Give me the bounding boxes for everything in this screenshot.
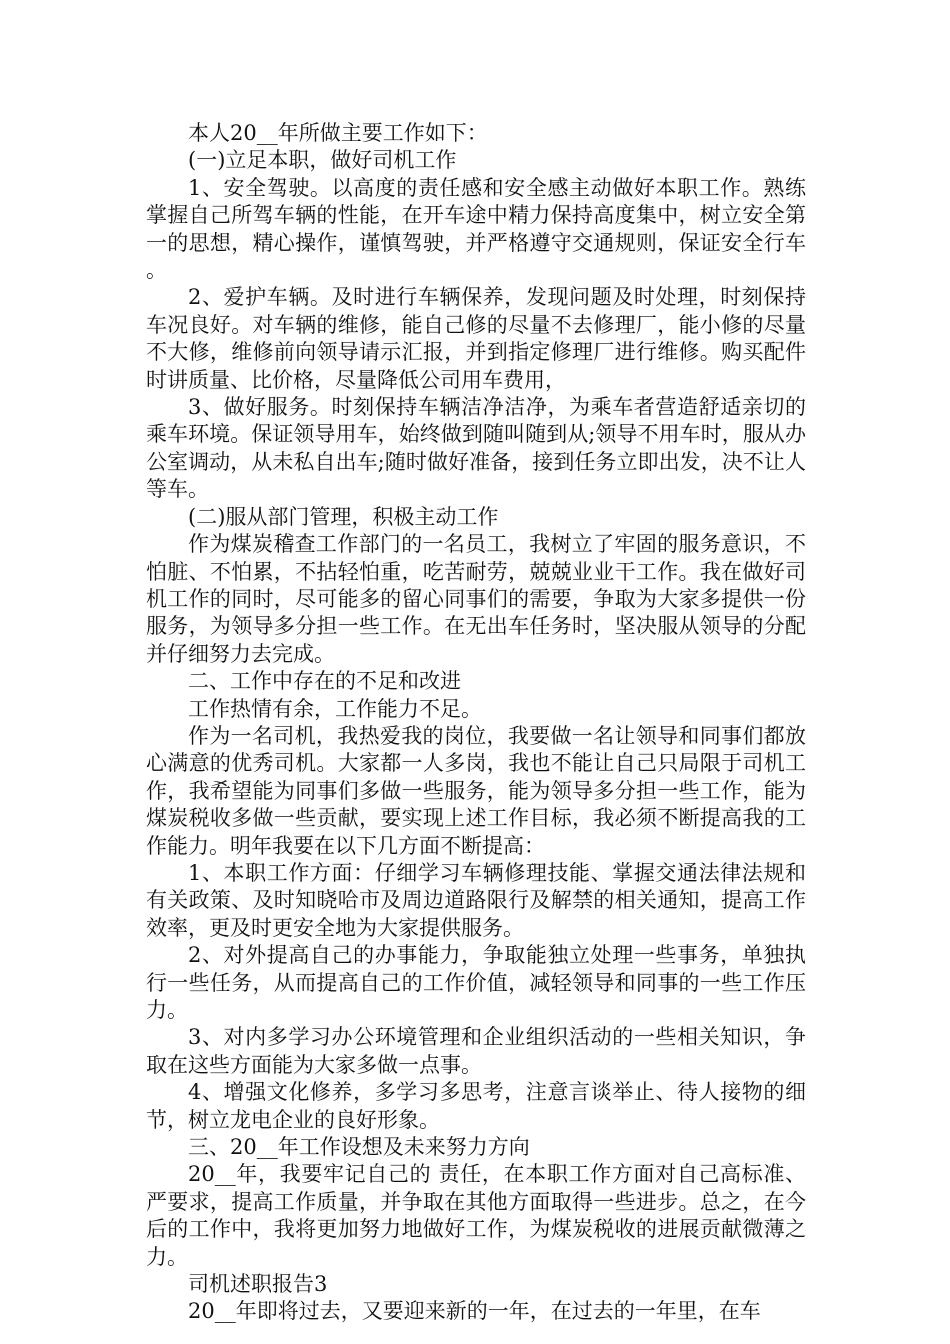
paragraph-service: 3、做好服务。时刻保持车辆洁净洁净，为乘车者营造舒适亲切的乘车环境。保证领导用车，始终做到随叫随到从;领导不用车时，服从办公室调动，从未私自出车;随时做好准备，接到任务立即出发，决不让人等车。 [146, 395, 806, 502]
section-heading-4: 三、20__年工作设想及未来努力方向 [188, 1135, 530, 1160]
document-body [146, 120, 806, 1326]
paragraph-item-4: 4、增强文化修养，多学习多思考，注意言谈举止、待人接物的细节，树立龙电企业的良好形象。 [146, 1080, 806, 1132]
paragraph-vehicle-care: 2、爱护车辆。及时进行车辆保养，发现问题及时处理，时刻保持车况良好。对车辆的维修，能自己修的尽量不去修理厂，能小修的尽量不大修，维修前向领导请示汇报，并到指定修理厂进行维修。购买配件时讲质量、比价格，尽量降低公司用车费用， [146, 285, 806, 392]
paragraph-summary-line: 工作热情有余，工作能力不足。 [188, 696, 482, 721]
paragraph-as-driver: 作为一名司机，我热爱我的岗位，我要做一名让领导和同事们都放心满意的优秀司机。大家都一人多岗，我也不能让自己只局限于司机工作，我希望能为同事们多做一些服务，能为领导多分担一些工作，能为煤炭税收多做一些贡献，要实现上述工作目标，我必须不断提高我的工作能力。明年我要在以下几方面不断提高： [146, 723, 806, 858]
section-heading-1: (一)立足本职，做好司机工作 [188, 148, 457, 173]
paragraph-department: 作为煤炭稽查工作部门的一名员工，我树立了牢固的服务意识，不怕脏、不怕累，不拈轻怕重，吃苦耐劳，兢兢业业干工作。我在做好司机工作的同时，尽可能多的留心同事们的需要，争取为大家多提供一份服务，为领导多分担一些工作。在无出车任务时，坚决服从领导的分配并仔细努力去完成。 [146, 532, 806, 666]
paragraph-future: 20__年，我要牢记自己的 责任，在本职工作方面对自己高标准、严要求，提高工作质量，并争取在其他方面取得一些进步。总之，在今后的工作中，我将更加努力地做好工作，为煤炭税收的进展贡献微薄之力。 [146, 1162, 806, 1269]
report-title-3: 司机述职报告3 [188, 1272, 328, 1297]
intro-line: 本人20__年所做主要工作如下： [188, 121, 488, 145]
section-heading-3: 二、工作中存在的不足和改进 [188, 669, 461, 694]
paragraph-item-3: 3、对内多学习办公环境管理和企业组织活动的一些相关知识，争取在这些方面能为大家多做一点事。 [146, 1025, 806, 1077]
paragraph-item-2: 2、对外提高自己的办事能力，争取能独立处理一些事务，单独执行一些任务，从而提高自己的工作价值，减轻领导和同事的一些工作压力。 [146, 943, 806, 1022]
section-heading-2: (二)服从部门管理，积极主动工作 [188, 504, 499, 529]
paragraph-report-3-start: 20__年即将过去，又要迎来新的一年，在过去的一年里，在车 [188, 1299, 761, 1324]
paragraph-safe-driving: 1、安全驾驶。以高度的责任感和安全感主动做好本职工作。熟练掌握自己所驾车辆的性能，在开车途中精力保持高度集中，树立安全第一的思想，精心操作，谨慎驾驶，并严格遵守交通规则，保证安全行车。 [146, 175, 806, 283]
paragraph-item-1: 1、本职工作方面：仔细学习车辆修理技能、掌握交通法律法规和有关政策、及时知晓哈市及周边道路限行及解禁的相关通知，提高工作效率，更及时更安全地为大家提供服务。 [146, 860, 806, 940]
